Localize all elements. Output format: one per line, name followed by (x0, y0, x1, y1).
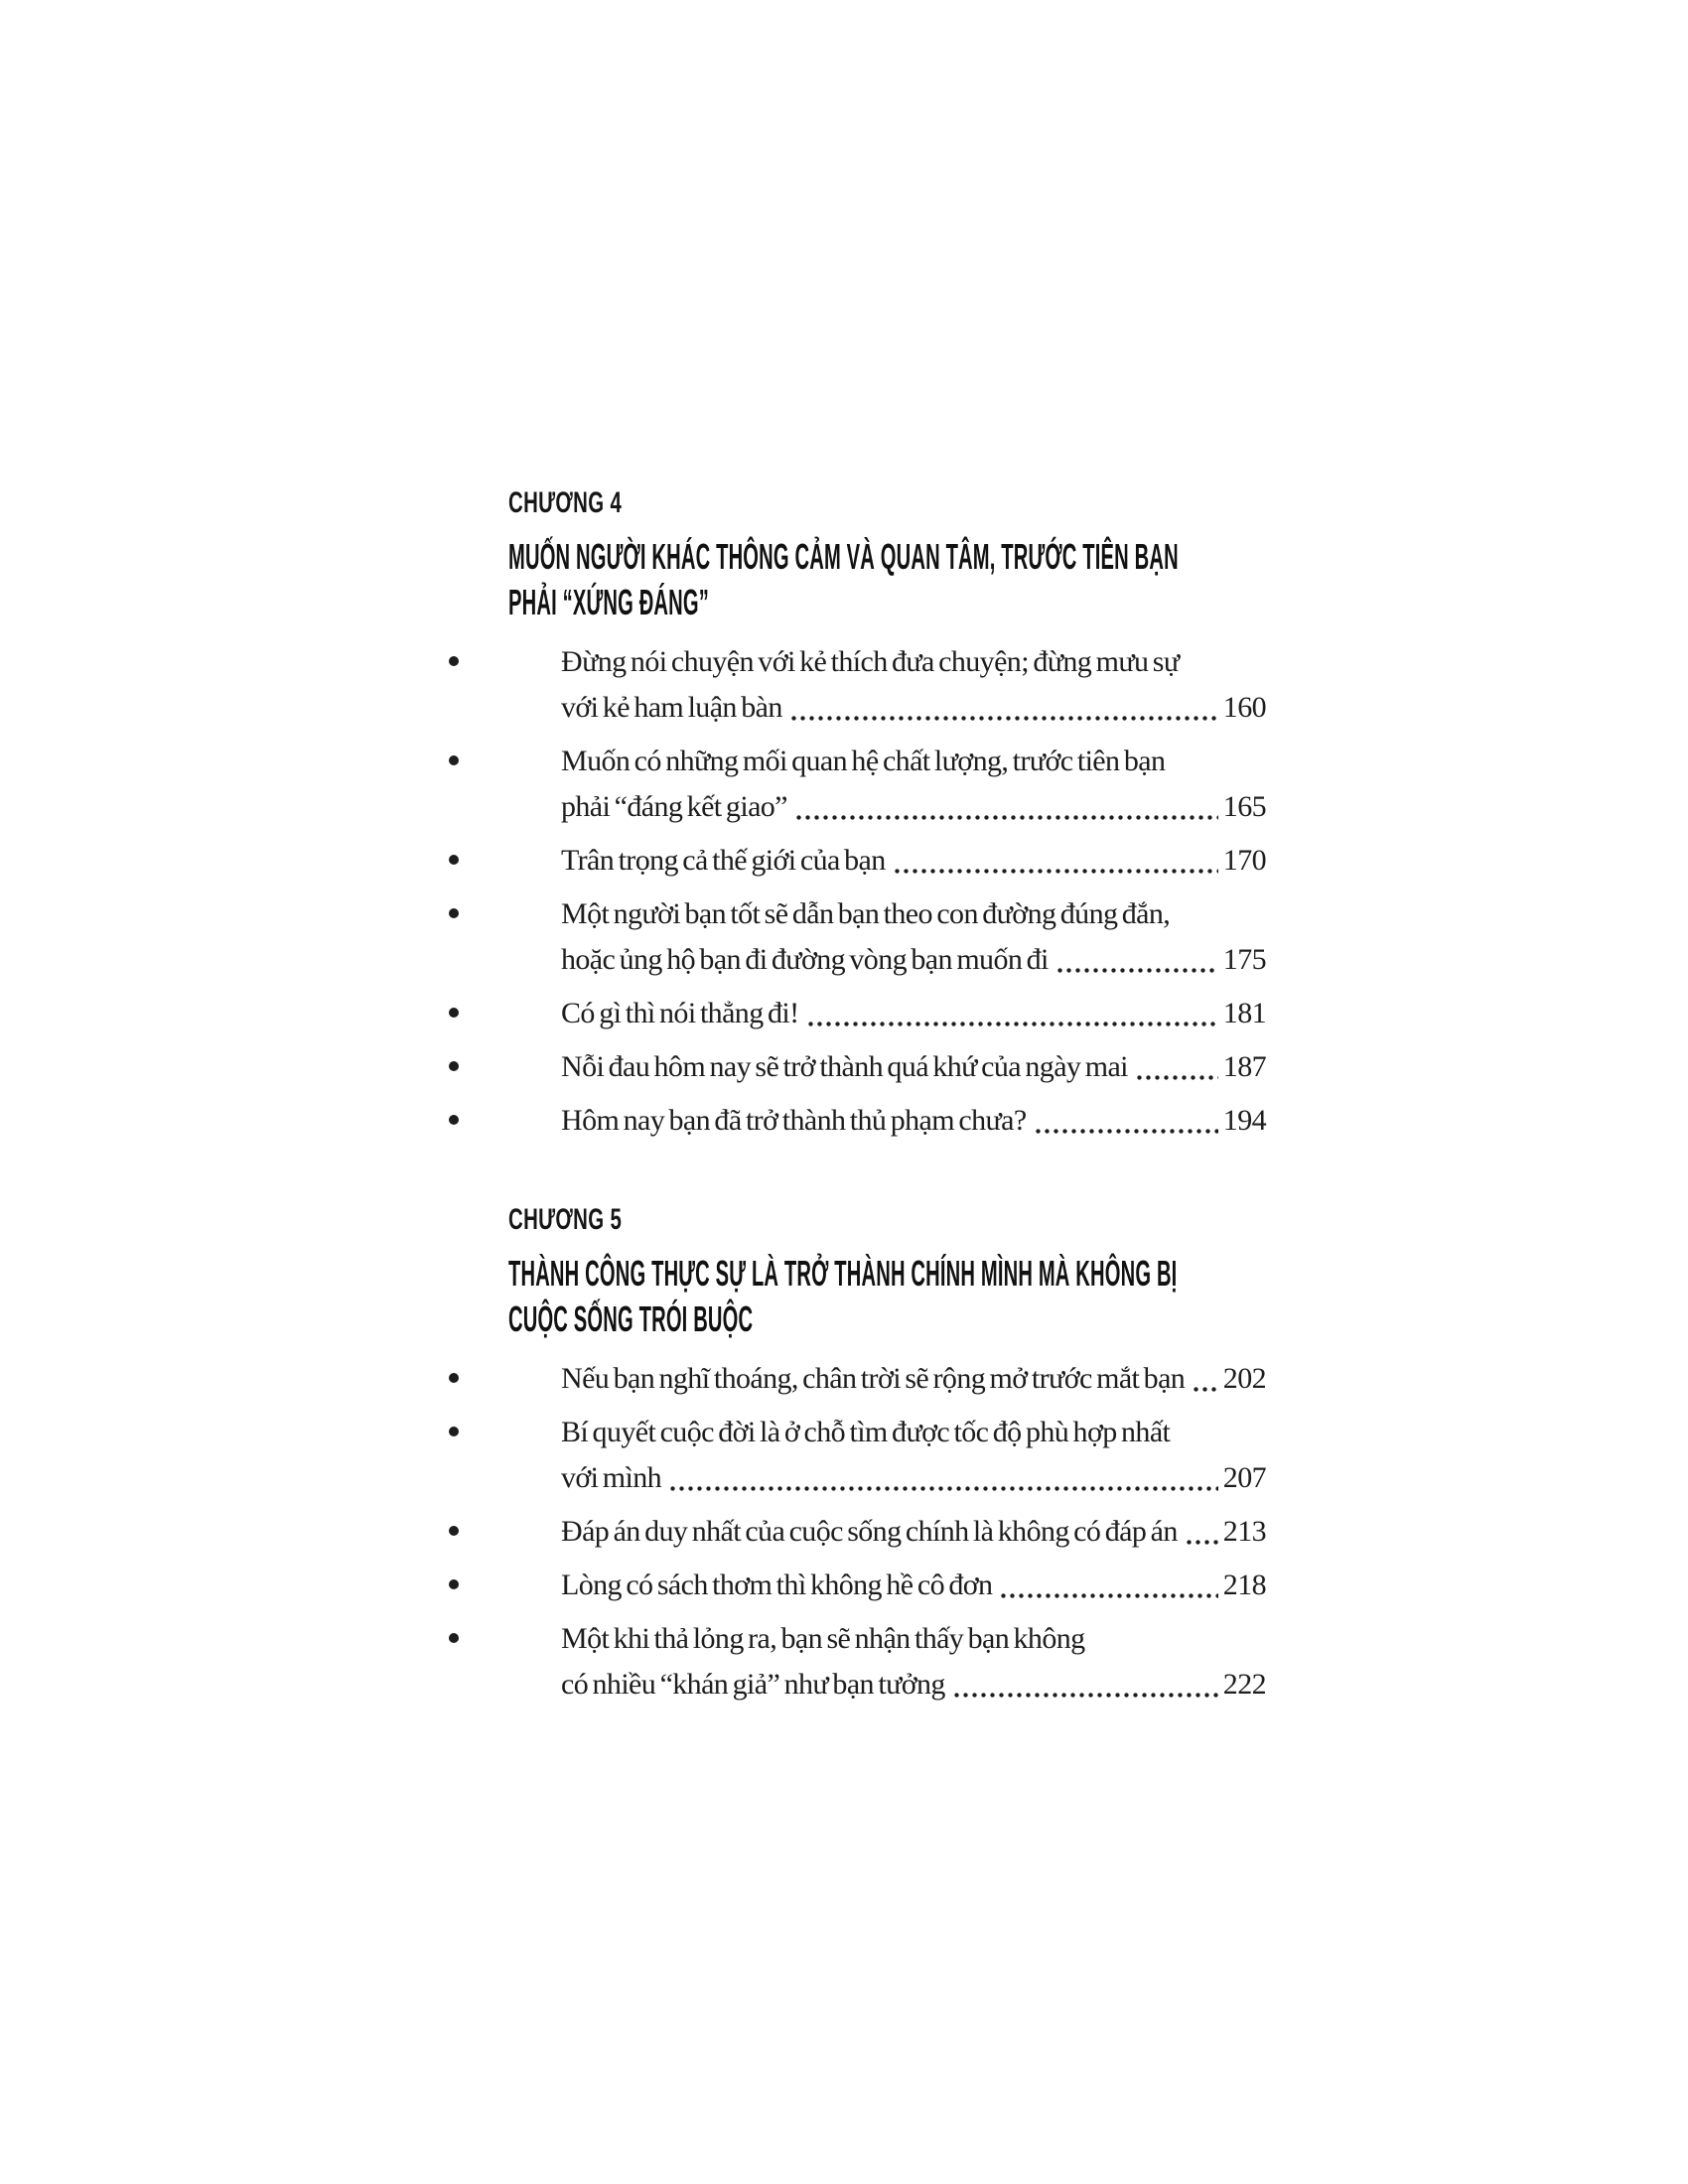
dot-leader (668, 1455, 1218, 1501)
chapter-section (508, 486, 1266, 1144)
bullet-icon (449, 1115, 459, 1125)
page-number: 175 (1222, 943, 1266, 976)
dot-leader (1185, 1509, 1218, 1555)
toc-entry (561, 1098, 1266, 1144)
chapter-title-line: THÀNH CÔNG THỰC SỰ LÀ TRỞ THÀNH CHÍNH MÌNH MÀ KHÔNG BỊ (508, 1253, 1178, 1294)
page-number: 165 (1222, 790, 1266, 823)
bullet-icon (449, 1373, 459, 1383)
chapter-label (508, 486, 1266, 520)
chapter-title-line: PHẢI “XỨNG ĐÁNG” (508, 582, 709, 622)
dot-leader (1135, 1044, 1218, 1090)
bullet-icon (449, 855, 459, 865)
bullet-icon (449, 1633, 459, 1643)
toc-entry-line (561, 1410, 1266, 1455)
dot-leader (1034, 1098, 1218, 1144)
toc-entry-text: với mình (561, 1461, 662, 1494)
toc-entry-text: Một khi thả lỏng ra, bạn sẽ nhận thấy bạn không (561, 1622, 1085, 1655)
toc-entry-line (561, 891, 1266, 937)
chapter-label (508, 1203, 1266, 1237)
toc-entry-text: Trân trọng cả thế giới của bạn (561, 844, 886, 877)
toc-entry (561, 1509, 1266, 1555)
toc-entry (561, 991, 1266, 1036)
page-number: 218 (1222, 1569, 1266, 1601)
chapter-label-text: CHƯƠNG 5 (508, 1203, 623, 1236)
toc-entry-line (561, 739, 1266, 784)
bullet-icon (449, 908, 459, 918)
toc-entry-line (561, 1509, 1266, 1555)
toc-entry (561, 1563, 1266, 1608)
toc-list (508, 1356, 1266, 1707)
bullet-icon (449, 656, 459, 666)
dot-leader (806, 991, 1218, 1036)
dot-leader (1055, 937, 1218, 983)
toc-entry-line (561, 1044, 1266, 1090)
dot-leader (893, 838, 1218, 884)
chapter-title-line: CUỘC SỐNG TRÓI BUỘC (508, 1298, 754, 1339)
toc-entry (561, 838, 1266, 884)
toc-entry-text: Lòng có sách thơm thì không hề cô đơn (561, 1569, 993, 1601)
toc-entry-line (561, 1455, 1266, 1501)
bullet-icon (449, 1427, 459, 1436)
page-number: 160 (1222, 691, 1266, 724)
page-number: 222 (1222, 1668, 1266, 1701)
page-number: 202 (1222, 1362, 1266, 1395)
page-number: 187 (1222, 1050, 1266, 1083)
toc-entry (561, 1616, 1266, 1707)
toc-entry (561, 639, 1266, 731)
toc-entry-line (561, 1616, 1266, 1662)
toc-entry-text: Nỗi đau hôm nay sẽ trở thành quá khứ của ngày mai (561, 1050, 1128, 1083)
toc-entry-text: với kẻ ham luận bàn (561, 691, 782, 724)
chapter-title-line: MUỐN NGƯỜI KHÁC THÔNG CẢM VÀ QUAN TÂM, TRƯỚC TIÊN BẠN (508, 536, 1179, 577)
toc-entry-line (561, 1563, 1266, 1608)
toc-entry-line (561, 639, 1266, 685)
page-number: 213 (1222, 1515, 1266, 1548)
toc-entry (561, 739, 1266, 830)
bullet-icon (449, 1008, 459, 1018)
toc-entry-line (561, 1662, 1266, 1707)
toc-entry-text: Có gì thì nói thẳng đi! (561, 997, 799, 1029)
toc-entry (561, 1410, 1266, 1501)
chapter-title (508, 534, 1266, 625)
toc-entry-text: phải “đáng kết giao” (561, 790, 787, 823)
toc-entry-line (561, 1098, 1266, 1144)
toc-entry-line (561, 937, 1266, 983)
dot-leader (789, 685, 1218, 731)
toc-list (508, 639, 1266, 1144)
dot-leader (999, 1563, 1217, 1608)
dot-leader (794, 784, 1218, 830)
toc-entry-text: Một người bạn tốt sẽ dẫn bạn theo con đường đúng đắn, (561, 897, 1171, 930)
toc-entry (561, 891, 1266, 983)
toc-entry (561, 1044, 1266, 1090)
toc-entry-line (561, 991, 1266, 1036)
toc-entry (561, 1356, 1266, 1402)
chapter-title (508, 1251, 1266, 1342)
toc-entry-text: Hôm nay bạn đã trở thành thủ phạm chưa? (561, 1104, 1027, 1137)
page-number: 194 (1222, 1104, 1266, 1137)
toc-entry-line (561, 1356, 1266, 1402)
toc-entry-line (561, 784, 1266, 830)
page-number: 181 (1222, 997, 1266, 1029)
dot-leader (952, 1662, 1218, 1707)
bullet-icon (449, 1061, 459, 1071)
toc-entry-text: Đừng nói chuyện với kẻ thích đưa chuyện; đừng mưu sự (561, 645, 1180, 678)
toc-entry-line (561, 838, 1266, 884)
page-number: 207 (1222, 1461, 1266, 1494)
bullet-icon (449, 1579, 459, 1589)
chapter-section (508, 1203, 1266, 1707)
toc-entry-text: Bí quyết cuộc đời là ở chỗ tìm được tốc độ phù hợp nhất (561, 1416, 1171, 1448)
toc-content (508, 486, 1266, 1715)
page-number: 170 (1222, 844, 1266, 877)
toc-entry-text: hoặc ủng hộ bạn đi đường vòng bạn muốn đi (561, 943, 1049, 976)
toc-entry-text: Nếu bạn nghĩ thoáng, chân trời sẽ rộng mở trước mắt bạn (561, 1362, 1186, 1395)
bullet-icon (449, 1526, 459, 1536)
bullet-icon (449, 755, 459, 765)
toc-entry-line (561, 685, 1266, 731)
dot-leader (1192, 1356, 1218, 1402)
toc-entry-text: có nhiều “khán giả” như bạn tưởng (561, 1668, 945, 1701)
toc-entry-text: Đáp án duy nhất của cuộc sống chính là không có đáp án (561, 1515, 1178, 1548)
toc-entry-text: Muốn có những mối quan hệ chất lượng, trước tiên bạn (561, 745, 1166, 777)
chapter-label-text: CHƯƠNG 4 (508, 486, 623, 519)
